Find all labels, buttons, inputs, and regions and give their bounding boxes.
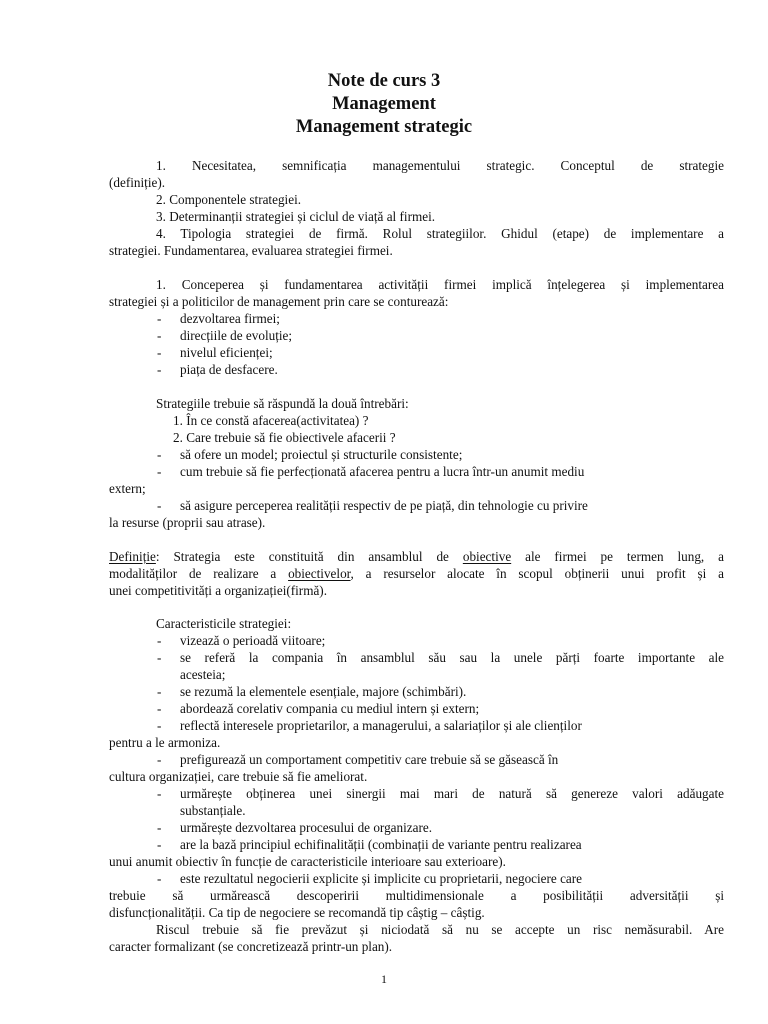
list-dash: - — [157, 311, 162, 326]
doc-title-line2: Management — [332, 94, 436, 114]
list-dash: - — [157, 837, 162, 852]
section1-paragraph-cont: strategiei și a politicilor de management prin care se conturează: — [109, 294, 449, 309]
contents-item-4: 4. Tipologia strategiei de firmă. Rolul strategiilor. Ghidul (etape) de implementare a — [156, 226, 724, 241]
definition-line1: Definiție: Strategia este constituită din ansamblul de obiective ale firmei pe termen lung, a — [109, 549, 724, 564]
list-item: urmărește obținerea unei sinergii mai mari de natură să genereze valori adăugate — [180, 786, 724, 801]
list-item-cont: acesteia; — [180, 667, 226, 682]
list-item-cont: extern; — [109, 481, 146, 496]
list-dash: - — [157, 345, 162, 360]
list-dash: - — [157, 871, 162, 886]
definition-line2: modalităților de realizare a obiectivelor, a resurselor alocate în scopul obținerii unui profit și a — [109, 566, 724, 581]
definition-line3: unei competitivități a organizației(firmă). — [109, 583, 327, 598]
list-item: are la bază principiul echifinalității (combinații de variante pentru realizarea — [180, 837, 582, 852]
list-dash: - — [157, 447, 162, 462]
contents-item-3: 3. Determinanții strategiei și ciclul de viață al firmei. — [156, 209, 436, 224]
list-item: cum trebuie să fie perfecționată afacerea pentru a lucra într-un anumit mediu — [180, 464, 585, 479]
list-item: nivelul eficienței; — [180, 345, 273, 360]
contents-item-1-cont: (definiție). — [109, 175, 166, 190]
list-item: direcțiile de evoluție; — [180, 328, 293, 343]
characteristics-intro: Caracteristicile strategiei: — [156, 616, 292, 631]
list-item: piața de desfacere. — [180, 362, 278, 377]
doc-title-line1: Note de curs 3 — [327, 71, 441, 91]
list-item-cont: substanțiale. — [180, 803, 246, 818]
contents-item-2: 2. Componentele strategiei. — [156, 192, 302, 207]
list-item-cont: disfuncționalității. Ca tip de negociere se recomandă tip câștig – câștig. — [109, 905, 485, 920]
risk-paragraph: Riscul trebuie să fie prevăzut și niciodată să nu se accepte un risc nemăsurabil. Are — [156, 922, 724, 937]
list-dash: - — [157, 684, 162, 699]
contents-item-4-cont: strategiei. Fundamentarea, evaluarea strategiei firmei. — [109, 243, 393, 258]
list-item-cont: trebuie să urmărească descoperirii multidimensionale a posibilității adversității și — [109, 888, 724, 903]
list-dash: - — [157, 718, 162, 733]
list-item: abordează corelativ compania cu mediul intern și extern; — [180, 701, 480, 716]
list-item-cont: pentru a le armoniza. — [109, 735, 221, 750]
list-dash: - — [157, 786, 162, 801]
term-objectives-link: obiective — [462, 549, 512, 564]
list-item: se referă la compania în ansamblul său sau la unele părți foarte importante ale — [180, 650, 724, 665]
list-dash: - — [157, 362, 162, 377]
list-dash: - — [157, 820, 162, 835]
list-dash: - — [157, 328, 162, 343]
contents-item-1: 1. Necesitatea, semnificația managementului strategic. Conceptul de strategie — [156, 158, 724, 173]
list-item: prefigurează un comportament competitiv care trebuie să se găsească în — [180, 752, 559, 767]
list-dash: - — [157, 498, 162, 513]
question-2: 2. Care trebuie să fie obiectivele afacerii ? — [173, 430, 396, 445]
list-item: să ofere un model; proiectul și structurile consistente; — [180, 447, 463, 462]
list-item-cont: unui anumit obiectiv în funcție de caracteristicile interioare sau exterioare). — [109, 854, 506, 869]
list-item: urmărește dezvoltarea procesului de organizare. — [180, 820, 433, 835]
page-number: 1 — [381, 972, 387, 986]
doc-title-line3: Management strategic — [295, 117, 473, 137]
list-item: dezvoltarea firmei; — [180, 311, 280, 326]
list-item: vizează o perioadă viitoare; — [180, 633, 326, 648]
list-item: este rezultatul negocierii explicite și implicite cu proprietarii, negociere care — [180, 871, 583, 886]
definition-term: Definiție — [109, 549, 156, 564]
list-item-cont: cultura organizației, care trebuie să fie ameliorat. — [109, 769, 368, 784]
list-item: se rezumă la elementele esențiale, majore (schimbări). — [180, 684, 467, 699]
question-1: 1. În ce constă afacerea(activitatea) ? — [173, 413, 369, 428]
list-item: reflectă interesele proprietarilor, a managerului, a salariaților și ale clienților — [180, 718, 582, 733]
list-dash: - — [157, 752, 162, 767]
questions-intro: Strategiile trebuie să răspundă la două întrebări: — [156, 396, 409, 411]
term-objectives-link: obiectivelor — [288, 566, 351, 581]
list-dash: - — [157, 701, 162, 716]
risk-paragraph-cont: caracter formalizant (se concretizează printr-un plan). — [109, 939, 393, 954]
list-item: să asigure perceperea realității respectiv de pe piață, din tehnologie cu privire — [180, 498, 588, 513]
list-dash: - — [157, 650, 162, 665]
section1-paragraph: 1. Conceperea și fundamentarea activității firmei implică înțelegerea și implementarea — [156, 277, 724, 292]
list-dash: - — [157, 633, 162, 648]
list-dash: - — [157, 464, 162, 479]
list-item-cont: la resurse (proprii sau atrase). — [109, 515, 266, 530]
